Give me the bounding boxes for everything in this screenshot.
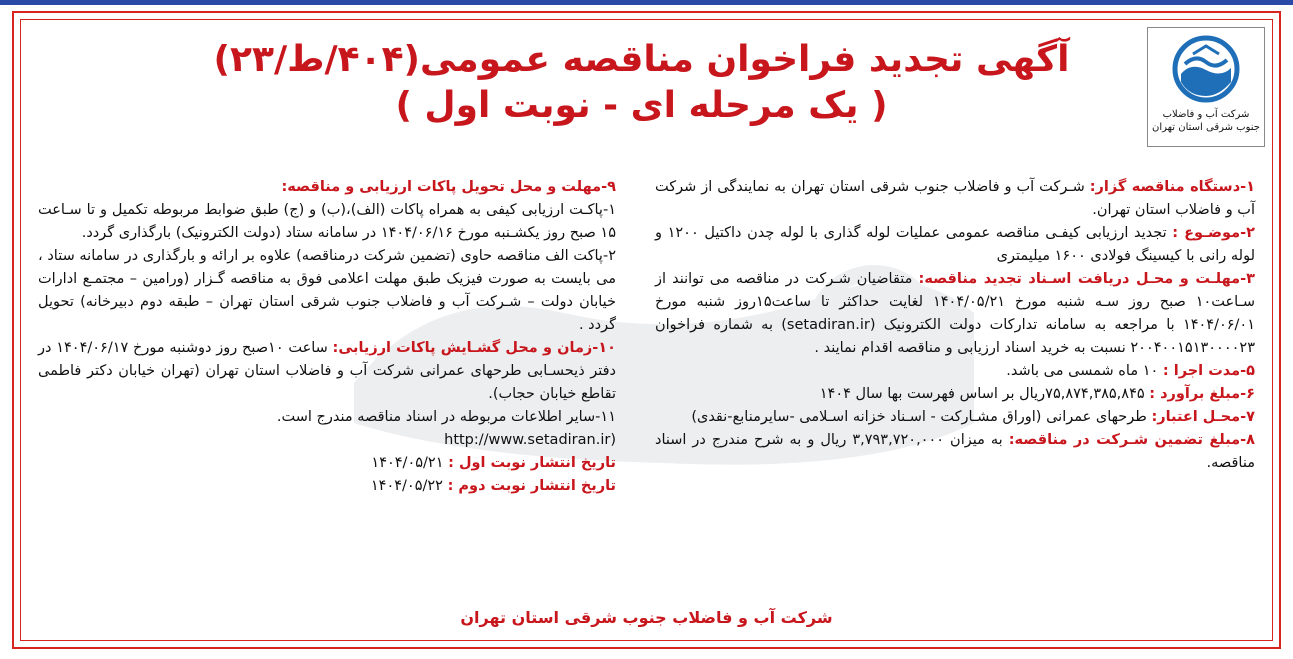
section-5-text: ۱۰ ماه شمسی می باشد. <box>1006 363 1159 379</box>
section-11: ۱۱-سایر اطلاعات مربوطه در اسناد مناقصه مندرج است. <box>276 409 616 425</box>
section-5-heading: ۵-مدت اجرا : <box>1162 363 1255 379</box>
section-1-heading: ۱-دستگاه مناقصه گزار: <box>1089 179 1256 195</box>
title-line1: آگهی تجدید فراخوان مناقصه عمومی(۴۰۴/ط/۲۳) <box>213 39 1070 80</box>
section-7-heading: ۷-محـل اعتبار: <box>1151 409 1255 425</box>
section-9-item-1: ۱-پاکـت ارزیابی کیفی به همراه پاکات (الف)،(ب) و (ج) طبق ضوابط مربوطه تکمیل و تا سـاعت ۱۵ صبح روز یکشـنبه مورخ ۱۴۰۴/۰۶/۱۶ در سامانه ستاد (دولت الکترونیک) بارگذاری گردد. <box>38 202 616 241</box>
section-6-heading: ۶-مبلغ برآورد : <box>1149 386 1255 402</box>
publish-second-date: ۱۴۰۴/۰۵/۲۲ <box>370 478 443 494</box>
section-2 <box>655 222 1255 268</box>
website-link[interactable]: (http://www.setadiran.ir <box>444 432 616 448</box>
publish-first-label: تاریخ انتشار نوبت اول : <box>448 455 616 471</box>
top-bar <box>0 0 1293 5</box>
section-9-item-2: ۲-پاکت الف مناقصه حاوی (تضمین شرکت درمناقصه) علاوه بر ارائه و بارگذاری در سامانه ستاد ، می بایست به صورت فیزیک طبق مهلت اعلامی فوق به مناقصه گـزار (ورامین – مجتمـع ادارات خیابان دولت – شـرکت آب و فاضلاب جنوب شرقی استان تهران – طبقه دوم دبیرخانه) تحویل گردد . <box>38 248 616 333</box>
section-3-heading: ۳-مهلـت و محـل دریافت اسـناد تجدید مناقصه: <box>918 271 1255 287</box>
section-10 <box>38 337 616 406</box>
section-2-text: تجدید ارزیابی کیفـی مناقصه عمومی عملیات لوله گذاری با لوله چدن داکتیل ۱۲۰۰ و لوله رانی با کیسینگ فولادی ۱۶۰۰ میلیمتری <box>655 225 1255 264</box>
left-column <box>38 176 616 498</box>
section-8 <box>655 429 1255 475</box>
title-line2: ( یک مرحله ای - نوبت اول ) <box>395 85 888 126</box>
section-7 <box>655 406 1255 429</box>
section-1-text: شـرکت آب و فاضلاب جنوب شرقی استان تهران به نمایندگی از شرکت آب و فاضلاب استان تهران. <box>655 179 1255 218</box>
notice-frame <box>12 11 1281 649</box>
section-7-text: طرحهای عمرانی (اوراق مشـارکت - اسـناد خزانه اسـلامی -سایرمنابع-نقدی) <box>691 409 1147 425</box>
section-6 <box>655 383 1255 406</box>
publish-first-date: ۱۴۰۴/۰۵/۲۱ <box>371 455 444 471</box>
footer-signature: شرکت آب و فاضلاب جنوب شرقی استان تهران <box>460 608 833 627</box>
section-10-heading: ۱۰-زمان و محل گشـایش پاکات ارزیابی: <box>332 340 616 356</box>
publish-second-label: تاریخ انتشار نوبت دوم : <box>447 478 616 494</box>
section-6-text: ۷۵,۸۷۴,۳۸۵,۸۴۵ریال بر اساس فهرست بها سال ۱۴۰۴ <box>819 386 1145 402</box>
section-2-heading: ۲-موضـوع : <box>1172 225 1255 241</box>
section-8-text: به میزان ۳,۷۹۳,۷۲۰,۰۰۰ ریال و به شرح مندرج در اسناد مناقصه. <box>655 432 1255 471</box>
section-3 <box>655 268 1255 360</box>
company-name-line2: جنوب شرقی استان تهران <box>1152 122 1260 133</box>
section-3-text: متقاضیان شـرکت در مناقصه می توانند از سـاعت۱۰ صبح روز سـه شنبه مورخ ۱۴۰۴/۰۵/۲۱ لغایت حداکثر تا ساعت۱۵روز شنبه مورخ ۱۴۰۴/۰۶/۰۱ با مراجعه به سامانه تدارکات دولت الکترونیک (setadiran.ir) به شماره فراخوان ۲۰۰۴۰۰۱۵۱۳۰۰۰۰۲۳ نسبت به خرید اسناد ارزیابی و مناقصه اقدام نمایند . <box>655 271 1256 356</box>
water-company-logo-icon <box>1171 34 1241 104</box>
section-9-heading: ۹-مهلت و محل تحویل پاکات ارزیابی و مناقصه: <box>281 179 616 195</box>
publish-date-second <box>38 475 616 498</box>
publish-date-first <box>38 452 616 475</box>
section-8-heading: ۸-مبلغ تضمین شـرکت در مناقصه: <box>1008 432 1256 448</box>
section-10-text: ساعت ۱۰صبح روز دوشنبه مورخ ۱۴۰۴/۰۶/۱۷ در دفتر ذیحسـابی طرحهای عمرانی شرکت آب و فاضلاب استان تهران (تهران خیابان دکتر فاطمی تقاطع خیابان حجاب). <box>38 340 616 402</box>
right-column <box>655 176 1255 475</box>
section-1 <box>655 176 1255 222</box>
notice-title <box>164 37 1119 129</box>
section-5 <box>655 360 1255 383</box>
company-logo-box <box>1147 27 1265 147</box>
company-name-line1: شرکت آب و فاضلاب <box>1162 109 1250 120</box>
